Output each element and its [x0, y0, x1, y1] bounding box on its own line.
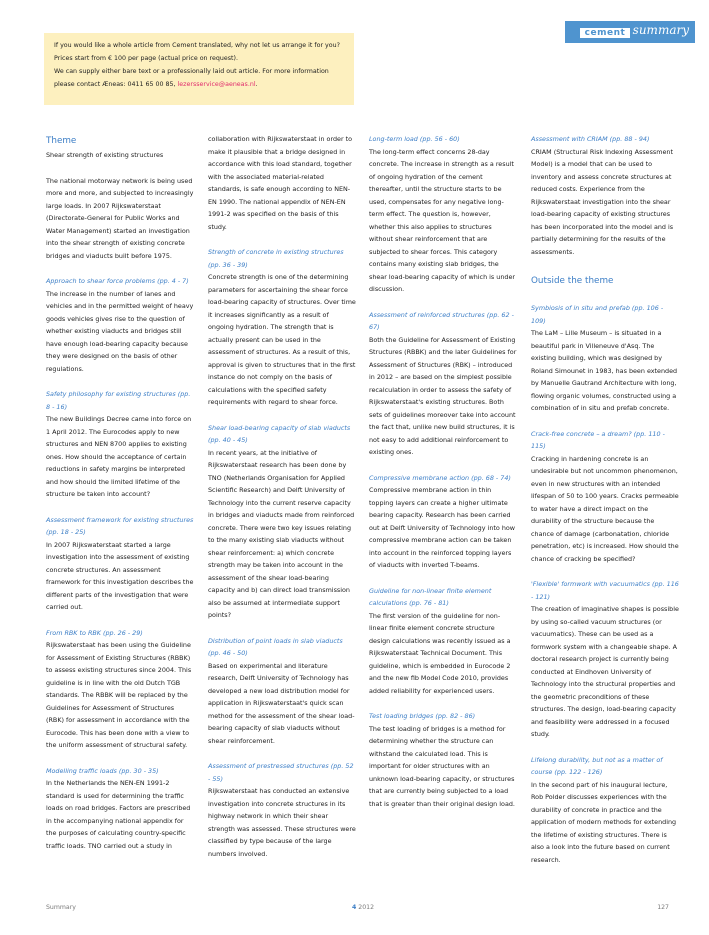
article-text: The increase in the number of lanes and vehicles and in the permitted weight of heavy goods vehicles gives rise to the question of whether existing viaducts and bridges still have enough load-bearing capacity because they were designed on the basis of other regulations.	[46, 289, 194, 373]
issue-number: 4	[352, 904, 357, 911]
spacer	[208, 233, 356, 246]
article-title: Lifelong durability, but not as a matter of course (pp. 122 - 126)	[531, 755, 663, 776]
page-number: 127	[657, 904, 669, 911]
column-2	[208, 133, 356, 860]
section-heading: Theme	[46, 136, 77, 146]
spacer	[46, 752, 194, 765]
section-heading: Outside the theme	[531, 276, 614, 286]
article-text: The first version of the guideline for non-linear finite element concrete structure design calculations was recently issued as a Rijkswaterstaat Technical Document. This guideline, which is embedded in Eurocode 2 and the new fib Model Code 2010, provides added reliability for experienced users.	[369, 611, 511, 695]
article-title: Assessment of reinforced structures (pp. 62 - 67)	[369, 310, 514, 331]
spacer	[46, 375, 194, 388]
email-link[interactable]: lezersservice@aeneas.nl	[177, 80, 256, 88]
article-text: Rijkswaterstaat has been using the Guideline for Assessment of Existing Structures (RBBK) to assess existing structures since 2004. This guideline is in line with the old Dutch TGB standards. The RBBK will be replaced by the Guidelines for Assessment of Structures (RBK) for assessment in accordance with the Eurocode. This has been done with a view to the uniform assessment of structural safety.	[46, 641, 192, 749]
article-text: In the second part of his inaugural lecture, Rob Polder discusses experiences with the durability of concrete in practice and the application of modern methods for extending the lifetime of existing structures. There is also a look into the future based on current research.	[531, 780, 677, 864]
spacer	[531, 741, 679, 754]
article-title: Approach to shear force problems (pp. 4 - 7)	[46, 277, 189, 285]
notice-line: If you would like a whole article from Cement translated, why not let us arrange it for you?	[54, 42, 340, 49]
footer-section: Summary	[46, 904, 76, 911]
column-3	[369, 133, 517, 810]
spacer	[46, 262, 194, 275]
spacer	[369, 459, 517, 472]
article-text: Compressive membrane action in thin topping layers can create a higher ultimate bearing capacity. Research has been carried out at Delft University of Technology into how compressive membrane action can be taken into account in the reinforced topping layers of viaducts with inverted T-beams.	[369, 486, 515, 569]
translation-notice	[44, 33, 354, 105]
article-text: Based on experimental and literature research, Delft University of Technology has developed a new load distribution model for application in Rijkswaterstaat's quick scan method for the assessment of the shear load-bearing capacity of slab viaducts without shear reinforcement.	[208, 661, 355, 745]
spacer	[46, 162, 194, 175]
notice-line: Prices start from € 100 per page (actual price on request).	[54, 54, 238, 62]
article-text: In recent years, at the initiative of Rijkswaterstaat research has been done by TNO (Netherlands Organisation for Applied Scientific Research) and Delft University of Technology into the current reserve capacity in bridges and viaducts made from reinforced concrete. There were two key issues relating to the many existing slab viaducts without shear reinforcement: a) which concrete strength may be taken into account in the assessment of the shear load-bearing capacity and b) can direct load transmission also be assumed at intermediate support points?	[208, 448, 355, 619]
article-title: Assessment of prestressed structures (pp. 52 - 55)	[208, 762, 354, 783]
cement-logo-mark: cement	[580, 28, 630, 38]
article-text: Rijkswaterstaat has conducted an extensive investigation into concrete structures in its highway network in which their shear strength was assessed. These structures were classified by type because of the large numbers involved.	[208, 787, 356, 858]
article-title: 'Flexible' formwork with vacuumatics (pp. 116 - 121)	[531, 580, 679, 601]
article-title: Safety philosophy for existing structures (pp. 8 - 16)	[46, 390, 191, 411]
article-title: Test loading bridges (pp. 82 - 86)	[369, 712, 476, 720]
article-title: Shear load-bearing capacity of slab viaducts (pp. 40 - 45)	[208, 423, 351, 444]
article-title: Crack-free concrete – a dream? (pp. 110 - 115)	[531, 429, 665, 450]
article-title: Modelling traffic loads (pp. 30 - 35)	[46, 766, 159, 775]
article-text: Both the Guideline for Assessment of Existing Structures (RBBK) and the later Guidelines for Assessment of Structures (RBK) – introduced in 2012 – are based on the simplest possible recalculation in order to assess the safety of Rijkswaterstaat's existing structures. Both sets of guidelines moreover take into account the fact that, unlike new build structures, it is not easy to add additional reinforcement to existing ones.	[369, 335, 517, 456]
article-text: The long-term effect concerns 28-day concrete. The increase in strength as a result of ongoing hydration of the cement thereafter, until the structure starts to be used, compensates for any negative long-term effect. The question is, however, whether this also applies to structures without shear reinforcement that are subjected to shear forces. This category contains many existing slab bridges, the shear load-bearing capacity of which is under discussion.	[369, 147, 515, 293]
spacer	[208, 409, 356, 422]
notice-line	[54, 79, 344, 92]
notice-contact: please contact Æneas: 0411 65 00 85,	[54, 80, 176, 88]
article-title: Assessment with CRIAM (pp. 88 - 94)	[531, 135, 650, 143]
footer-issue	[352, 904, 374, 911]
article-text: The new Buildings Decree came into force on 1 April 2012. The Eurocodes apply to new structures and NEN 8700 applies to existing ones. How should the acceptance of certain reductions in safety margins be interpreted and how should the limited lifetime of the structure be taken into account?	[46, 415, 192, 498]
issue-year: 2012	[358, 904, 375, 911]
article-text: CRIAM (Structural Risk Indexing Assessment Model) is a model that can be used to inventory and assess concrete structures at reduced costs. Experience from the Rijkswaterstaat investigation into the shear load-bearing capacity of existing structures has been incorporated into the model and is partially determining for the results of the assessments.	[531, 147, 674, 256]
spacer	[369, 697, 517, 710]
article-title: Symbiosis of in situ and prefab (pp. 106 - 109)	[531, 304, 664, 325]
section-title: summary	[632, 23, 689, 37]
column-1	[46, 133, 194, 852]
spacer	[46, 501, 194, 514]
notice-line-end: .	[255, 80, 258, 88]
article-title: Assessment framework for existing structures (pp. 18 - 25)	[46, 515, 194, 536]
spacer	[531, 565, 679, 578]
spacer	[369, 296, 517, 309]
spacer	[369, 572, 517, 585]
spacer	[208, 622, 356, 635]
notice-line: We can supply either bare text or a professionally laid out article. For more information	[54, 67, 329, 75]
article-title: Distribution of point loads in slab viaducts (pp. 46 - 50)	[208, 636, 343, 657]
article-title: Strength of concrete in existing structures (pp. 36 - 39)	[208, 248, 344, 269]
article-text: In 2007 Rijkswaterstaat started a large investigation into the assessment of existing concrete structures. An assessment framework for this investigation describes the different parts of the investigation that were carried out.	[46, 540, 194, 611]
cement-summary-logo	[565, 21, 695, 43]
article-text: Shear strength of existing structures	[46, 151, 164, 159]
column-4	[531, 133, 679, 866]
article-title: Guideline for non-linear finite element calculations (pp. 76 - 81)	[369, 586, 492, 607]
article-title: From RBK to RBK (pp. 26 - 29)	[46, 628, 143, 637]
article-text: collaboration with Rijkswaterstaat in order to make it plausible that a bridge designed in accordance with this load standard, together with the associated material-related standards, is safe enough according to NEN-EN 1990. The national appendix of NEN-EN 1991-2 was specified on the basis of this study.	[208, 135, 353, 231]
article-text: Concrete strength is one of the determining parameters for ascertaining the shear force load-bearing capacity of structures. Over time it increases significantly as a result of ongoing hydration. The strength that is actually present can be used in the assessment of structures. As a result of this, approval is given to structures that in the first instance do not comply on the basis of calculations with the specified safety requirements with regard to shear force.	[208, 273, 356, 406]
spacer	[208, 747, 356, 760]
article-text: The test loading of bridges is a method for determining whether the structure can withstand the calculated load. This is important for older structures with an unknown load-bearing capacity, or structures that are currently being subjected to a load that is greater than their original design load.	[369, 724, 515, 808]
article-text: The LaM – Lille Museum – is situated in a beautiful park in Villeneuve d'Asq. The existing building, which was designed by Roland Simounet in 1983, has been extended by Manuelle Gautrand Architecture with long, flowing organic volumes, constructed using a combination of in situ and prefab concrete.	[531, 329, 678, 412]
article-title: Long-term load (pp. 56 - 60)	[369, 135, 460, 143]
spacer	[531, 258, 679, 273]
article-text: The national motorway network is being used more and more, and subjected to increasingly large loads. In 2007 Rijkswaterstaat (Directorate-General for Public Works and Water Management) started an investigation into the shear strength of existing concrete bridges and viaducts built before 1975.	[46, 176, 194, 260]
spacer	[531, 289, 679, 302]
spacer	[46, 614, 194, 627]
article-text: The creation of imaginative shapes is possible by using so-called vacuum structures (or vacuumatics). These can be used as a formwork system with a changeable shape. A doctoral research project is currently being conducted at Eindhoven University of Technology into the structural properties and the geometric preconditions of these structures. The design, load-bearing capacity and feasibility were addressed in a focused study.	[531, 605, 679, 738]
article-title: Compressive membrane action (pp. 68 - 74)	[369, 473, 511, 482]
spacer	[531, 415, 679, 428]
article-text: In the Netherlands the NEN-EN 1991-2 standard is used for determining the traffic loads on road bridges. Factors are prescribed in the accompanying national appendix for the purposes of calculating country-specific traffic loads. TNO carried out a study in	[46, 779, 191, 850]
article-text: Cracking in hardening concrete is an undesirable but not uncommon phenomenon, even in new structures with an intended lifespan of 50 to 100 years. Cracks permeable to water have a direct impact on the durability of the structure because the chance of damage (carbonatation, chloride penetration, etc) is increased. How should the chance of cracking be specified?	[531, 454, 679, 563]
